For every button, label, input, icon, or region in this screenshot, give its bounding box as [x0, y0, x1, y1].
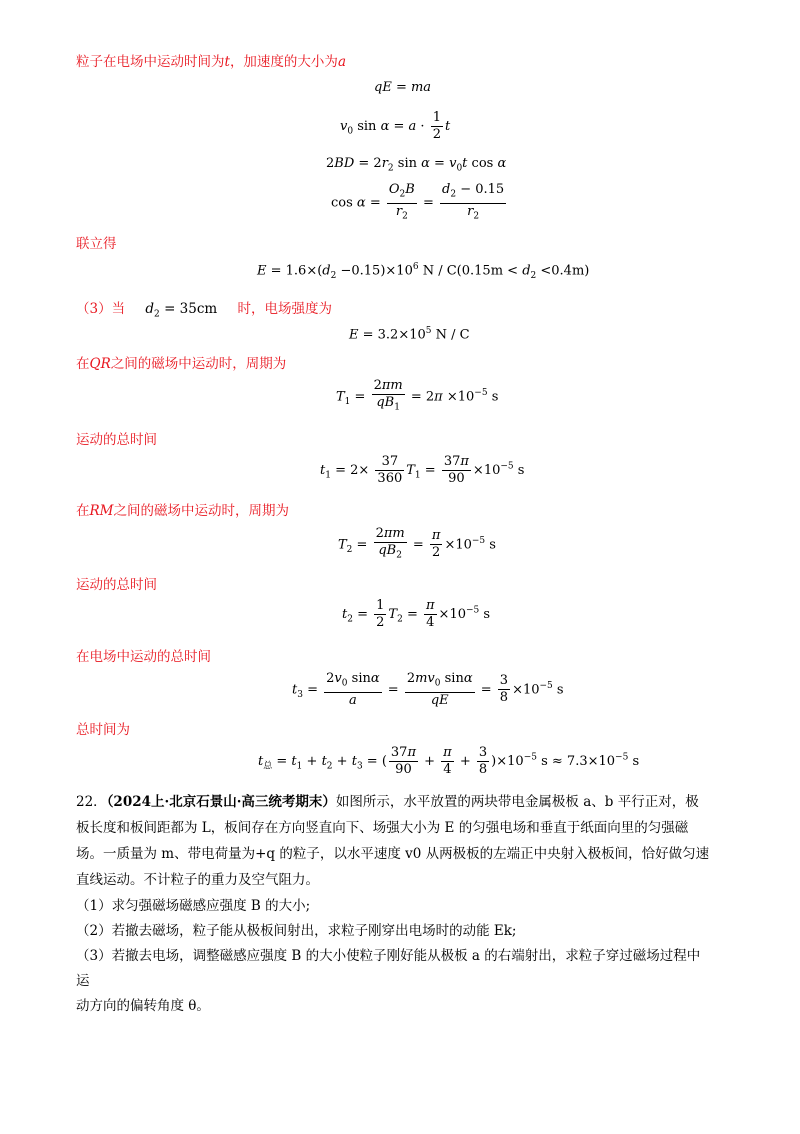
- equation-2BD: $2BD = 2r_2$ $\sin \alpha = v_0t$ cos α: [326, 156, 507, 174]
- solution-line-7: 运动的总时间: [76, 577, 157, 593]
- text: （3）当: [76, 301, 126, 317]
- subquestion-3: （3）若撤去电场，调整磁感应强度 B 的大小使粒子刚好能从极板 a 的右端射出，求粒子穿过磁场过程中: [76, 948, 701, 964]
- solution-line-9: 总时间为: [76, 722, 130, 738]
- var-a: a: [337, 54, 346, 70]
- solution-line-2: 联立得: [76, 236, 117, 252]
- text: 在: [76, 503, 90, 519]
- equation-E2: $E = 3.2\times 10^5$ N / C: [349, 326, 470, 343]
- text: 之间的磁场中运动时，周期为: [113, 503, 289, 519]
- solution-line-3: [76, 299, 332, 325]
- subquestion-3-end: 动方向的偏转角度 θ。: [76, 998, 210, 1014]
- question-line-2: 板长度和板间距都为 L，板间存在方向竖直向下、场强大小为 E 的匀强电场和垂直于纸面向里的匀强磁: [76, 820, 689, 836]
- equation-total: $t_总 = t_1 + t_2 + t_3$ = ( $\frac{37\pi}{90}$ + $\frac{\pi}{4}$ + $\frac{3}{8}$ )$\times 10^{-5}$ $s \approx 7.3\times 10^{-5}$ s: [258, 745, 640, 777]
- equation-cos: cos α = $\frac{O_2B}{r_2}$ = $\frac{d_2 - 0.15}{r_2}$: [331, 182, 505, 222]
- question-number: 22．: [76, 794, 107, 810]
- text: 在: [76, 356, 90, 372]
- equation-T2: $T_2$ = $\frac{2\pi m}{qB_2}$ = $\frac{\pi}{2}$ $\times 10^{-5}$ s: [338, 526, 496, 561]
- equation-t2: $t_2$ = $\frac{1}{2}$ $T_2$ = $\frac{\pi}{4}$ $\times 10^{-5}$ s: [342, 598, 491, 630]
- equation-T1: $T_1$ = $\frac{2\pi m}{qB_1}$ = $2\pi \times 10^{-5}$ s: [336, 378, 499, 413]
- solution-line-1: [76, 52, 346, 72]
- d2-value: $d_2 = 35cm$: [145, 301, 218, 320]
- text: 之间的磁场中运动时，周期为: [110, 356, 287, 372]
- solution-line-6: [76, 501, 289, 521]
- equation-t1: $t_1 = 2\times$ $\frac{37}{360}$ $T_1$ = $\frac{37\pi}{90}$ $\times 10^{-5}$ s: [320, 454, 525, 486]
- solution-line-5: 运动的总时间: [76, 432, 157, 448]
- var-RM: RM: [89, 503, 114, 519]
- text: 时，电场强度为: [237, 301, 333, 317]
- var-t: t: [224, 54, 230, 70]
- equation-E: $E = 1.6\times(d_2 -0.15)\times 10^6$ $N / C(0.15m < d_2 <0.4m)$: [257, 262, 590, 281]
- equation-t3: $t_3$ = $\frac{2v_0 \sin\alpha}{a}$ = $\frac{2mv_0 \sin\alpha}{qE}$ = $\frac{3}{8}$ $\times 10^{-5}$ s: [292, 671, 564, 708]
- solution-line-8: 在电场中运动的总时间: [76, 649, 211, 665]
- subquestion-2: （2）若撤去磁场，粒子能从极板间射出，求粒子刚穿出电场时的动能 Ek;: [76, 923, 517, 939]
- question-line-4: 直线运动。不计粒子的重力及空气阻力。: [76, 872, 319, 888]
- subquestion-1: （1）求匀强磁场磁感应强度 B 的大小;: [76, 898, 311, 914]
- question-line-3: 场。一质量为 m、带电荷量为+q 的粒子，以水平速度 v0 从两极板的左端正中央射入极板间，恰好做匀速: [76, 846, 710, 862]
- equation-qE: qE = ma: [374, 80, 432, 95]
- text: ，加速度的大小为: [229, 54, 338, 70]
- equation-v0sin: $v_0$ sin α = a · $\frac{1}{2}$ t: [340, 110, 451, 142]
- subquestion-3-wrap: 运: [76, 973, 90, 989]
- text: 粒子在电场中运动时间为: [76, 54, 225, 70]
- text: 如图所示，水平放置的两块带电金属极板 a、b 平行正对，极: [335, 794, 699, 810]
- question-source: （2024上·北京石景山·高三统考期末）: [106, 794, 336, 810]
- question-line-1: [76, 792, 699, 812]
- solution-line-4: [76, 354, 286, 374]
- var-QR: QR: [89, 356, 111, 372]
